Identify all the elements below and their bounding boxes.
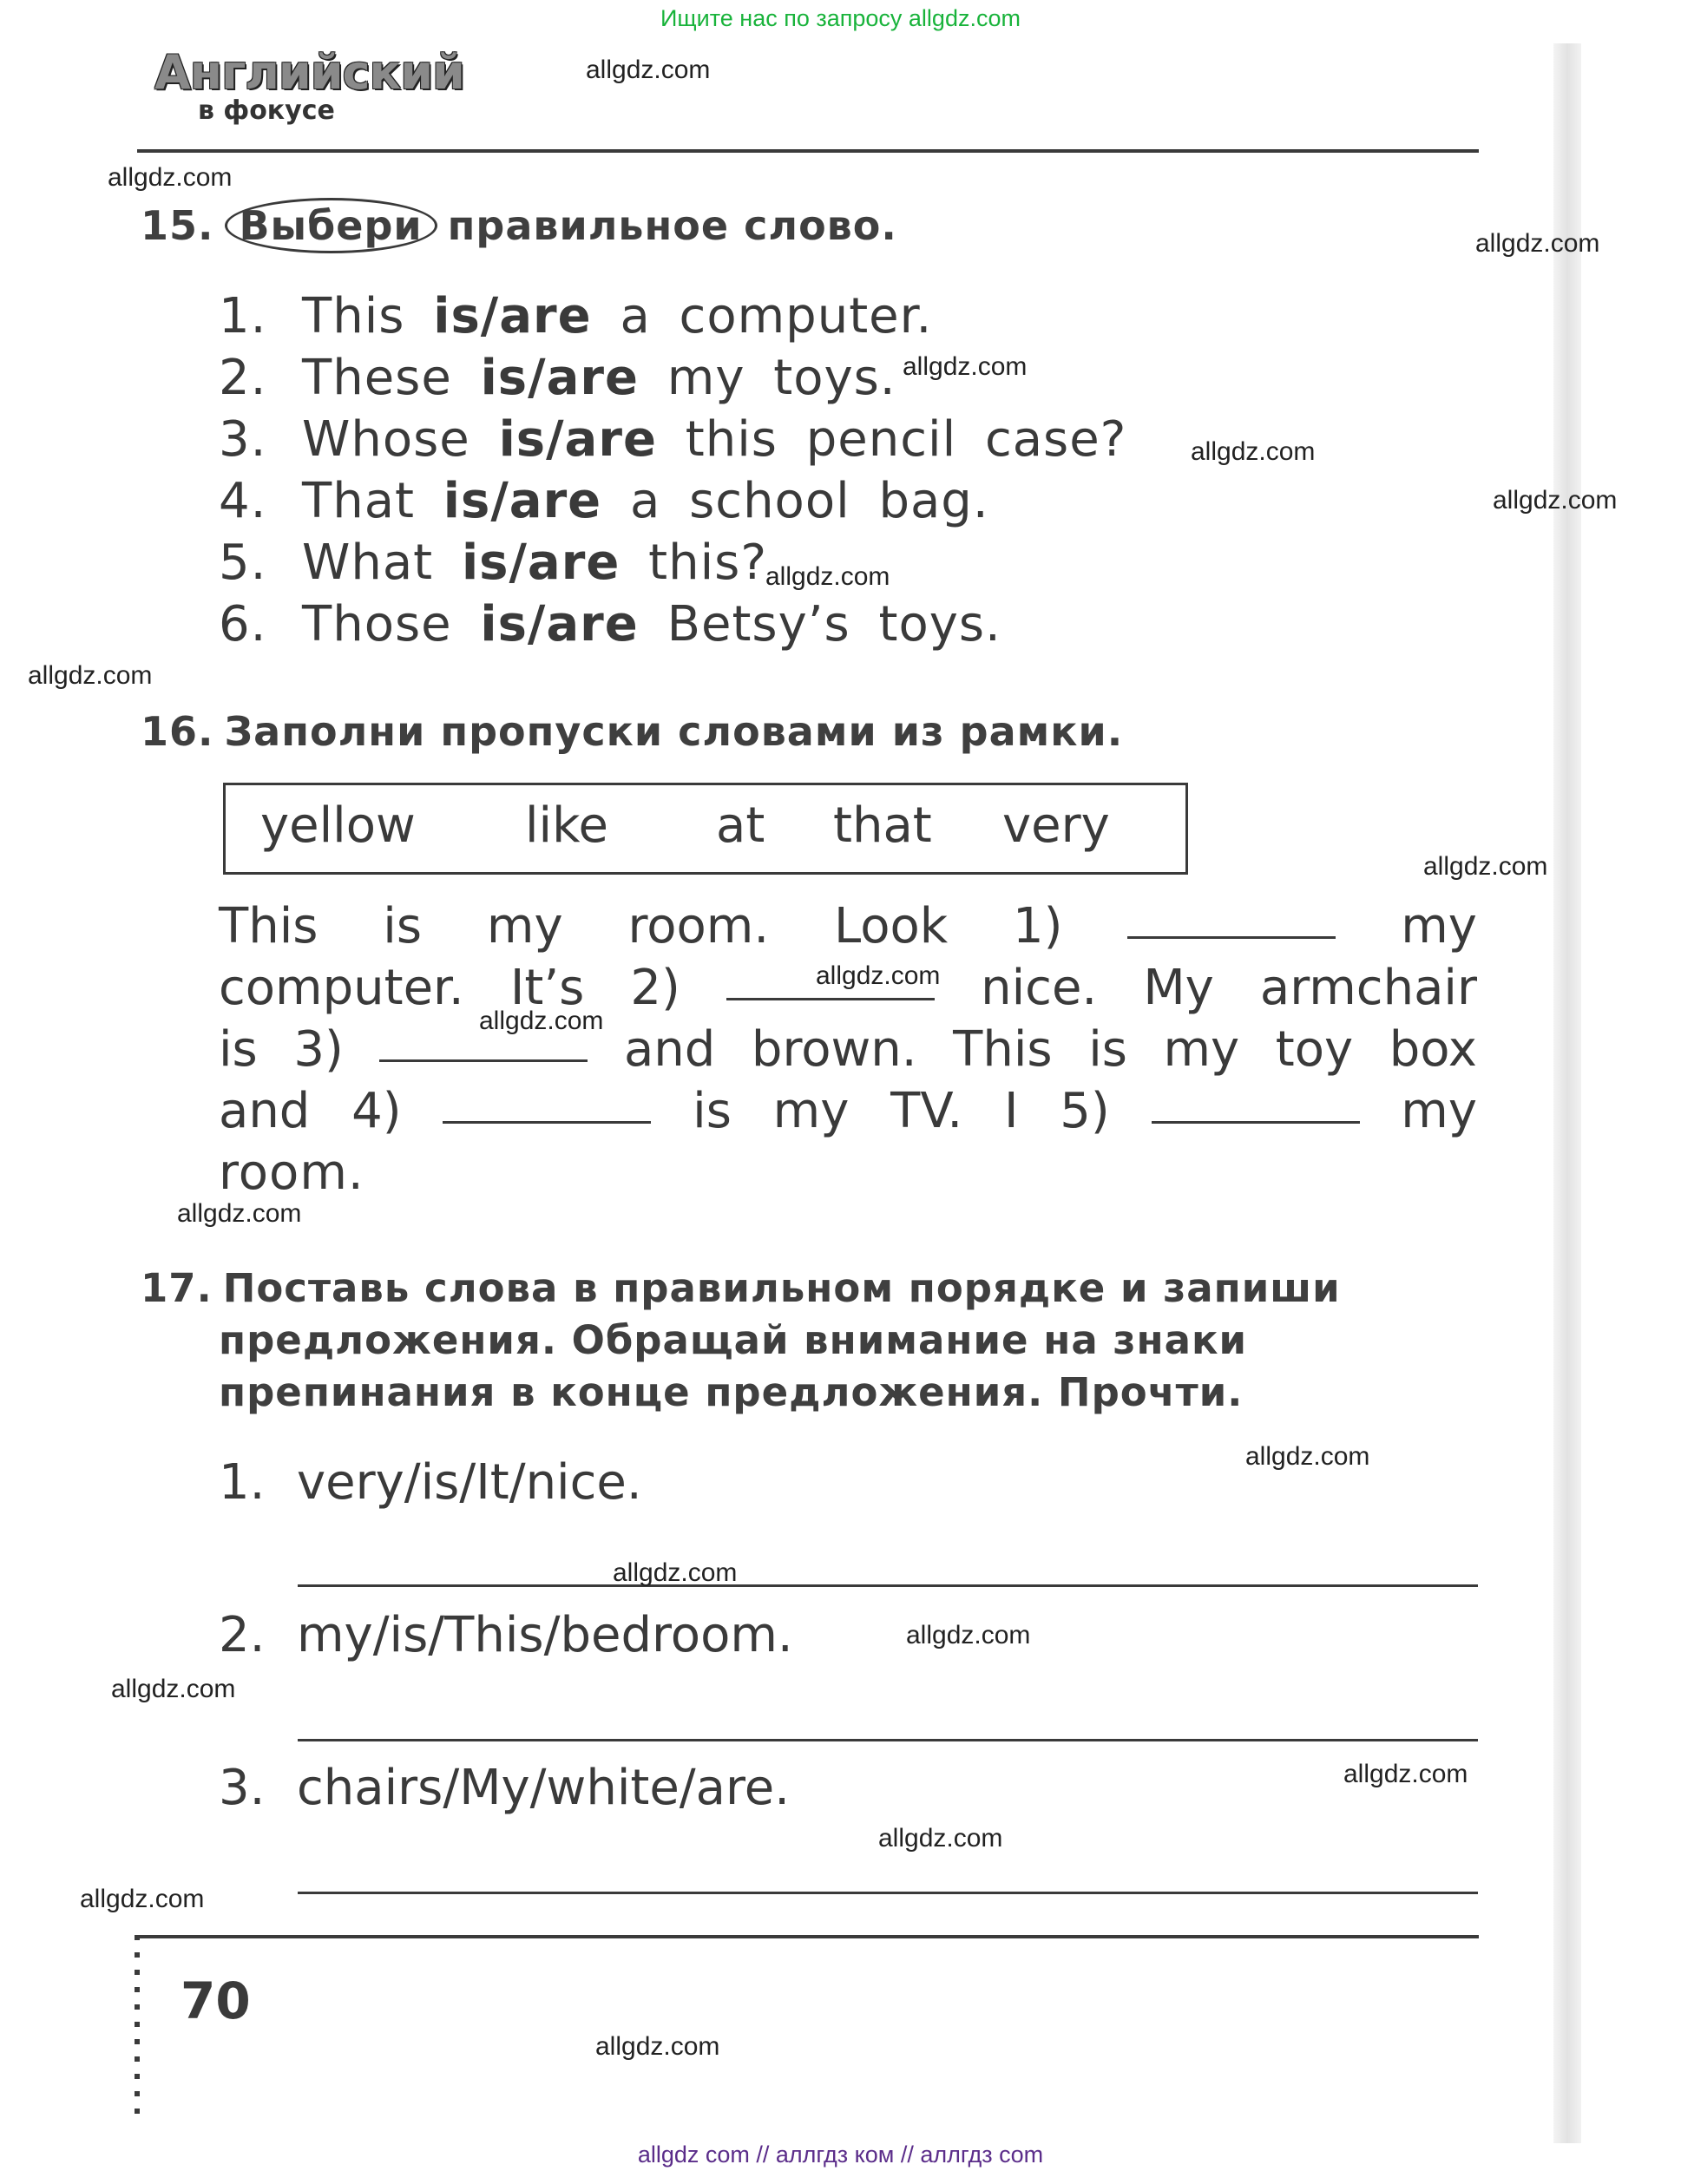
task-16-number: 16. — [141, 708, 214, 755]
task-15-item: 6. Those is/are Betsy’s toys. — [219, 596, 1001, 653]
word-box-item: yellow — [260, 797, 416, 854]
logo-subtitle: в фокусе — [198, 95, 335, 126]
footer-rule — [137, 1935, 1479, 1938]
choice-is-are[interactable]: is/are — [461, 535, 621, 591]
task-17-item: 2. my/is/This/bedroom. — [219, 1607, 793, 1663]
book-logo — [154, 45, 464, 130]
task-17-heading — [141, 1265, 1341, 1311]
task-17-heading-line: предложения. Обращай внимание на знаки — [219, 1317, 1248, 1363]
watermark: allgdz.com — [595, 2032, 720, 2061]
watermark: allgdz.com — [1493, 486, 1618, 515]
task-15-heading-text: правильное слово. — [447, 202, 897, 249]
word-box — [223, 783, 1188, 875]
watermark: allgdz.com — [816, 961, 941, 990]
book-spine-shadow — [1553, 43, 1581, 2143]
gap-text-line: room. — [219, 1144, 364, 1201]
gap-text-line: and 4) is my TV. I 5) my — [219, 1083, 1477, 1139]
gap-text-line: computer. It’s 2) nice. My armchair — [219, 960, 1477, 1016]
gap-text-line: This is my room. Look 1) my — [219, 898, 1477, 954]
answer-blank-1[interactable] — [1127, 898, 1336, 939]
word-box-item: like — [525, 797, 609, 854]
word-box-item: that — [833, 797, 932, 854]
watermark: allgdz.com — [28, 661, 153, 690]
watermark: allgdz.com — [586, 56, 711, 84]
task-15-heading — [141, 198, 897, 253]
header-rule — [137, 149, 1479, 153]
watermark: allgdz.com — [765, 562, 890, 591]
task-17-heading-line: Поставь слова в правильном порядке и запиши — [222, 1265, 1341, 1311]
watermark: allgdz.com — [1245, 1442, 1370, 1471]
page-number: 70 — [181, 1971, 251, 2030]
word-box-item: at — [716, 797, 765, 854]
watermark: allgdz.com — [906, 1621, 1031, 1649]
circled-verb: Выбери — [225, 198, 437, 253]
task-15-item: 4. That is/are a school bag. — [219, 473, 989, 529]
watermark: allgdz.com — [1191, 437, 1316, 466]
watermark: allgdz.com — [613, 1558, 738, 1587]
task-17-item: 3. chairs/My/white/are. — [219, 1760, 791, 1816]
choice-is-are[interactable]: is/are — [443, 473, 602, 529]
answer-blank-5[interactable] — [1152, 1083, 1360, 1124]
gap-text-line: is 3) and brown. This is my toy box — [219, 1021, 1477, 1078]
top-banner[interactable]: Ищите нас по запросу allgdz.com — [660, 5, 1021, 31]
task-16-heading-text: Заполни пропуски словами из рамки. — [224, 708, 1124, 755]
task-17-heading-line: препинания в конце предложения. Прочти. — [219, 1369, 1244, 1415]
task-15-item: 1. This is/are a computer. — [219, 288, 933, 344]
watermark: allgdz.com — [878, 1824, 1003, 1853]
choice-is-are[interactable]: is/are — [480, 350, 639, 406]
choice-is-are[interactable]: is/are — [480, 596, 639, 653]
watermark: allgdz.com — [80, 1885, 205, 1913]
watermark: allgdz.com — [1475, 229, 1600, 258]
watermark: allgdz.com — [108, 163, 233, 192]
task-17-item: 1. very/is/It/nice. — [219, 1454, 642, 1511]
task-15-item: 3. Whose is/are this pencil case? — [219, 411, 1127, 468]
answer-line-1[interactable] — [298, 1584, 1478, 1587]
answer-blank-4[interactable] — [443, 1083, 651, 1124]
choice-is-are[interactable]: is/are — [498, 411, 657, 468]
task-15-number: 15. — [141, 202, 214, 249]
answer-line-3[interactable] — [298, 1892, 1478, 1894]
dotted-margin — [135, 1935, 140, 2126]
choice-is-are[interactable]: is/are — [433, 288, 592, 344]
footer-links[interactable]: allgdz com // аллгдз ком // аллгдз com — [637, 2141, 1044, 2168]
word-box-item: very — [1002, 797, 1110, 854]
watermark: allgdz.com — [479, 1007, 604, 1035]
watermark: allgdz.com — [1343, 1760, 1468, 1788]
task-15-item: 5. What is/are this? — [219, 535, 768, 591]
logo-title: Английский — [154, 45, 464, 100]
watermark: allgdz.com — [177, 1199, 302, 1228]
watermark: allgdz.com — [903, 352, 1028, 381]
answer-line-2[interactable] — [298, 1739, 1478, 1741]
task-15-item: 2. These is/are my toys. — [219, 350, 896, 406]
task-16-heading — [141, 708, 1123, 755]
task-17-number: 17. — [141, 1265, 213, 1311]
watermark: allgdz.com — [1423, 852, 1548, 881]
watermark: allgdz.com — [111, 1675, 236, 1703]
